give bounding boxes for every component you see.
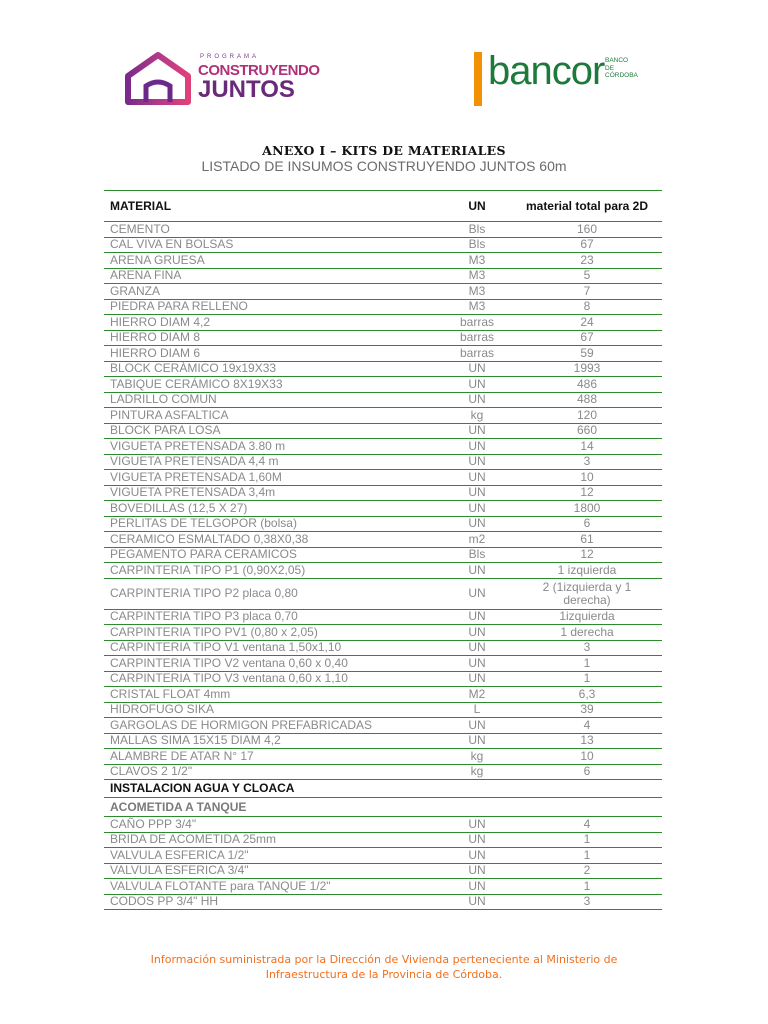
cell-material: CARPINTERIA TIPO V1 ventana 1,50x1,10 <box>104 640 442 656</box>
table-row <box>104 671 662 687</box>
cell-material: CERAMICO ESMALTADO 0,38X0,38 <box>104 532 442 548</box>
logo-line2: CONSTRUYENDO <box>198 62 320 79</box>
cell-total: 486 <box>512 377 662 393</box>
cell-material: PEGAMENTO PARA CERAMICOS <box>104 547 442 563</box>
cell-material: BOVEDILLAS (12,5 X 27) <box>104 501 442 517</box>
cell-un: UN <box>442 485 512 501</box>
table-body-plumbing <box>104 817 662 910</box>
table-row <box>104 578 662 609</box>
table-row <box>104 532 662 548</box>
cell-un: UN <box>442 516 512 532</box>
table-row <box>104 315 662 331</box>
bancor-sub-3: CÓRDOBA <box>605 72 638 79</box>
cell-material: VIGUETA PRETENSADA 3.80 m <box>104 439 442 455</box>
subsection-title: ACOMETIDA A TANQUE <box>104 798 442 817</box>
cell-un: UN <box>442 625 512 641</box>
cell-un: kg <box>442 408 512 424</box>
table-row <box>104 640 662 656</box>
table-row <box>104 222 662 238</box>
construyendo-juntos-logo <box>124 50 320 108</box>
table-row <box>104 863 662 879</box>
cell-un: UN <box>442 377 512 393</box>
cell-un: M3 <box>442 299 512 315</box>
table-row <box>104 733 662 749</box>
footer-note <box>0 952 768 982</box>
cell-total: 6 <box>512 764 662 780</box>
cell-total: 8 <box>512 299 662 315</box>
cell-un: Bls <box>442 237 512 253</box>
cell-un: Bls <box>442 222 512 238</box>
table-body-materials <box>104 222 662 780</box>
table-row <box>104 237 662 253</box>
cell-material: LADRILLO COMUN <box>104 392 442 408</box>
table-header-row <box>104 191 662 222</box>
table-row <box>104 894 662 910</box>
table-row <box>104 702 662 718</box>
cell-total: 7 <box>512 284 662 300</box>
cell-material: CARPINTERIA TIPO V2 ventana 0,60 x 0,40 <box>104 656 442 672</box>
cell-material: CRISTAL FLOAT 4mm <box>104 687 442 703</box>
cell-material: GRANZA <box>104 284 442 300</box>
cell-total: 1 derecha <box>512 625 662 641</box>
cell-material: VALVULA ESFERICA 3/4" <box>104 863 442 879</box>
table-body-section <box>104 780 662 817</box>
bancor-word: bancor <box>488 49 605 93</box>
table-row <box>104 439 662 455</box>
cell-un: kg <box>442 764 512 780</box>
cell-material: PIEDRA PARA RELLENO <box>104 299 442 315</box>
cell-un: UN <box>442 640 512 656</box>
section-row <box>104 780 662 798</box>
cell-material: VIGUETA PRETENSADA 1,60M <box>104 470 442 486</box>
cell-material: ARENA GRUESA <box>104 253 442 269</box>
table-row <box>104 848 662 864</box>
cell-material: PERLITAS DE TELGOPOR (bolsa) <box>104 516 442 532</box>
table-row <box>104 470 662 486</box>
table-row <box>104 423 662 439</box>
cell-total: 10 <box>512 749 662 765</box>
table-row <box>104 817 662 833</box>
cell-material: BRIDA DE ACOMETIDA 25mm <box>104 832 442 848</box>
cell-total: 660 <box>512 423 662 439</box>
table-row <box>104 764 662 780</box>
table-row <box>104 377 662 393</box>
cell-total: 14 <box>512 439 662 455</box>
table-row <box>104 253 662 269</box>
cell-material: CLAVOS 2 1/2" <box>104 764 442 780</box>
footer-line2: Infraestructura de la Provincia de Córdoba. <box>265 968 503 981</box>
cell-total: 4 <box>512 817 662 833</box>
table-row <box>104 749 662 765</box>
cell-un: UN <box>442 578 512 609</box>
cell-material: VIGUETA PRETENSADA 3,4m <box>104 485 442 501</box>
cell-total: 24 <box>512 315 662 331</box>
table-row <box>104 268 662 284</box>
cell-total: 1 <box>512 832 662 848</box>
cell-total: 1 <box>512 656 662 672</box>
bancor-logo <box>474 50 654 108</box>
cell-total: 1 <box>512 671 662 687</box>
cell-un: barras <box>442 346 512 362</box>
cell-un: UN <box>442 609 512 625</box>
cell-total: 1izquierda <box>512 609 662 625</box>
bancor-bar <box>474 52 482 106</box>
cell-un: UN <box>442 733 512 749</box>
cell-un: UN <box>442 718 512 734</box>
bancor-sub-1: BANCO <box>605 57 629 64</box>
logo-line1: PROGRAMA <box>200 54 260 60</box>
cell-un: Bls <box>442 547 512 563</box>
cell-un: UN <box>442 817 512 833</box>
cell-total: 120 <box>512 408 662 424</box>
cell-material: ALAMBRE DE ATAR N° 17 <box>104 749 442 765</box>
cell-total: 67 <box>512 330 662 346</box>
table-row <box>104 454 662 470</box>
cell-un: UN <box>442 832 512 848</box>
document-subtitle: LISTADO DE INSUMOS CONSTRUYENDO JUNTOS 60m <box>201 158 567 174</box>
cell-material: MALLAS SIMA 15X15 DIAM 4,2 <box>104 733 442 749</box>
cell-un: UN <box>442 392 512 408</box>
cell-material: HIERRO DIAM 8 <box>104 330 442 346</box>
cell-material: CODOS PP 3/4" HH <box>104 894 442 910</box>
cell-total: 3 <box>512 640 662 656</box>
cell-total: 10 <box>512 470 662 486</box>
table-row <box>104 299 662 315</box>
cell-total: 2 (1izquierda y 1 derecha) <box>512 578 662 609</box>
table-row <box>104 485 662 501</box>
table-row <box>104 656 662 672</box>
table-row <box>104 516 662 532</box>
cell-un: UN <box>442 879 512 895</box>
cell-material: GARGOLAS DE HORMIGON PREFABRICADAS <box>104 718 442 734</box>
cell-total: 488 <box>512 392 662 408</box>
table-row <box>104 346 662 362</box>
cell-material: CAL VIVA EN BOLSAS <box>104 237 442 253</box>
cell-un: UN <box>442 470 512 486</box>
cell-total: 61 <box>512 532 662 548</box>
cell-total: 39 <box>512 702 662 718</box>
cell-un: UN <box>442 454 512 470</box>
cell-material: CARPINTERIA TIPO P1 (0,90X2,05) <box>104 563 442 579</box>
cell-material: HIDROFUGO SIKA <box>104 702 442 718</box>
cell-un: UN <box>442 563 512 579</box>
table-row <box>104 547 662 563</box>
cell-material: CARPINTERIA TIPO P3 placa 0,70 <box>104 609 442 625</box>
cell-material: CARPINTERIA TIPO P2 placa 0,80 <box>104 578 442 609</box>
cell-un: UN <box>442 848 512 864</box>
cell-un: L <box>442 702 512 718</box>
table-row <box>104 392 662 408</box>
cell-un: M3 <box>442 268 512 284</box>
cell-total: 1800 <box>512 501 662 517</box>
table-row <box>104 879 662 895</box>
cell-material: CARPINTERIA TIPO PV1 (0,80 x 2,05) <box>104 625 442 641</box>
table-row <box>104 284 662 300</box>
cell-material: VIGUETA PRETENSADA 4,4 m <box>104 454 442 470</box>
table-row <box>104 408 662 424</box>
subsection-row <box>104 798 662 817</box>
cell-total: 13 <box>512 733 662 749</box>
cell-material: CEMENTO <box>104 222 442 238</box>
cell-material: HIERRO DIAM 4,2 <box>104 315 442 331</box>
cell-un: UN <box>442 656 512 672</box>
table-row <box>104 330 662 346</box>
table-row <box>104 501 662 517</box>
cell-un: M2 <box>442 687 512 703</box>
cell-total: 1 izquierda <box>512 563 662 579</box>
bancor-sub-2: DE <box>605 64 615 72</box>
cell-total: 1993 <box>512 361 662 377</box>
cell-total: 1 <box>512 879 662 895</box>
header-material: MATERIAL <box>104 191 442 222</box>
cell-un: M3 <box>442 253 512 269</box>
cell-material: CAÑO PPP 3/4" <box>104 817 442 833</box>
table-row <box>104 718 662 734</box>
cell-un: UN <box>442 501 512 517</box>
table-row <box>104 832 662 848</box>
cell-total: 3 <box>512 454 662 470</box>
cell-total: 12 <box>512 485 662 501</box>
cell-material: CARPINTERIA TIPO V3 ventana 0,60 x 1,10 <box>104 671 442 687</box>
table-row <box>104 687 662 703</box>
cell-material: BLOCK PARA LOSA <box>104 423 442 439</box>
cell-total: 67 <box>512 237 662 253</box>
materials-table <box>104 190 662 910</box>
cell-un: UN <box>442 439 512 455</box>
cell-un: UN <box>442 671 512 687</box>
table-row <box>104 625 662 641</box>
cell-un: UN <box>442 894 512 910</box>
cell-material: HIERRO DIAM 6 <box>104 346 442 362</box>
cell-un: kg <box>442 749 512 765</box>
cell-un: UN <box>442 423 512 439</box>
table-row <box>104 361 662 377</box>
table-row <box>104 563 662 579</box>
cell-total: 160 <box>512 222 662 238</box>
cell-material: ARENA FINA <box>104 268 442 284</box>
cell-total: 1 <box>512 848 662 864</box>
cell-material: VALVULA ESFERICA 1/2" <box>104 848 442 864</box>
document-title: ANEXO I – KITS DE MATERIALES <box>262 143 506 158</box>
header-un: UN <box>442 191 512 222</box>
cell-total: 6 <box>512 516 662 532</box>
cell-un: UN <box>442 863 512 879</box>
cell-total: 2 <box>512 863 662 879</box>
cell-un: m2 <box>442 532 512 548</box>
cell-total: 3 <box>512 894 662 910</box>
bancor-subtitle <box>605 57 638 80</box>
table-row <box>104 609 662 625</box>
cell-material: VALVULA FLOTANTE para TANQUE 1/2" <box>104 879 442 895</box>
cell-material: TABIQUE CERÁMICO 8X19X33 <box>104 377 442 393</box>
cell-total: 12 <box>512 547 662 563</box>
cell-total: 59 <box>512 346 662 362</box>
cell-total: 4 <box>512 718 662 734</box>
cell-un: barras <box>442 330 512 346</box>
cell-un: UN <box>442 361 512 377</box>
cell-material: BLOCK CERÁMICO 19x19X33 <box>104 361 442 377</box>
cell-total: 6,3 <box>512 687 662 703</box>
cell-un: barras <box>442 315 512 331</box>
section-title: INSTALACION AGUA Y CLOACA <box>104 780 442 798</box>
cell-total: 5 <box>512 268 662 284</box>
cell-total: 23 <box>512 253 662 269</box>
header-total: material total para 2D <box>512 191 662 222</box>
cell-un: M3 <box>442 284 512 300</box>
footer-line1: Información suministrada por la Dirección de Vivienda perteneciente al Ministerio de <box>150 953 618 966</box>
logo-line3: JUNTOS <box>198 76 295 103</box>
cell-material: PINTURA ASFALTICA <box>104 408 442 424</box>
